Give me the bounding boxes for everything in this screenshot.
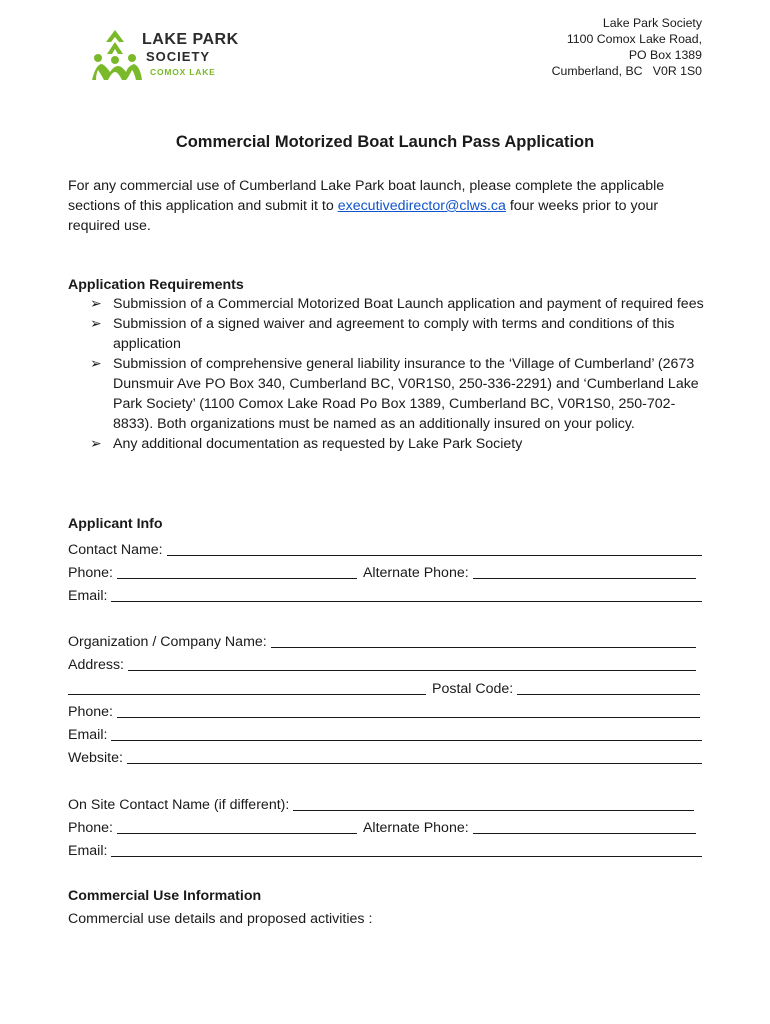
logo-line-3: COMOX LAKE [150, 67, 216, 77]
postal-code-label: Postal Code: [432, 681, 514, 697]
onsite-alternate-phone-field[interactable] [473, 819, 696, 834]
paddler-emblem-icon [88, 28, 146, 84]
applicant-email-row [68, 584, 702, 604]
onsite-phone-field[interactable] [117, 819, 357, 834]
organization-email-row [68, 723, 702, 743]
address-line-3: PO Box 1389 [628, 48, 702, 62]
address-line-2-field[interactable] [68, 680, 426, 695]
commercial-heading: Commercial Use Information [68, 888, 262, 904]
phone-field[interactable] [117, 564, 357, 579]
postal-code-field[interactable] [517, 680, 700, 695]
arrow-bullet-icon: ➢ [90, 436, 102, 452]
onsite-phone-row [68, 816, 696, 836]
arrow-bullet-icon: ➢ [90, 296, 102, 312]
address-line-2: 1100 Comox Lake Road, [566, 32, 702, 46]
list-item: ➢ Submission of a signed waiver and agreement to comply with terms and conditions of this application [90, 316, 675, 352]
address-label: Address: [68, 657, 124, 673]
website-row [68, 746, 702, 766]
website-label: Website: [68, 750, 123, 766]
intro-text-before: For any commercial use of Cumberland Lake Park boat launch, please complete the applicable sections of this application and submit it to [68, 178, 665, 214]
organization-name-field[interactable] [271, 633, 696, 648]
list-item: ➢ Submission of a Commercial Motorized Boat Launch application and payment of required fees [90, 296, 704, 312]
organization-email-field[interactable] [111, 726, 702, 741]
intro-paragraph [68, 176, 708, 236]
organization-name-row [68, 630, 696, 650]
email-label: Email: [68, 588, 108, 604]
contact-name-row [68, 538, 702, 558]
alternate-phone-label: Alternate Phone: [362, 565, 469, 581]
applicant-phone-row [68, 561, 696, 581]
arrow-bullet-icon: ➢ [90, 316, 102, 332]
onsite-contact-field[interactable] [293, 796, 694, 811]
address-line-4: Cumberland, BC V0R 1S0 [551, 64, 702, 78]
onsite-email-field[interactable] [111, 842, 702, 857]
postal-code-row [68, 677, 700, 697]
organization-phone-label: Phone: [68, 704, 113, 720]
list-item: ➢ Any additional documentation as requested by Lake Park Society [90, 436, 523, 452]
website-field[interactable] [127, 749, 702, 764]
onsite-alternate-phone-label: Alternate Phone: [362, 820, 469, 836]
applicant-heading: Applicant Info [68, 516, 163, 532]
document-title: Commercial Motorized Boat Launch Pass Application [175, 133, 595, 151]
alternate-phone-field[interactable] [473, 564, 696, 579]
organization-name-label: Organization / Company Name: [68, 634, 267, 650]
organization-email-label: Email: [68, 727, 108, 743]
organization-address-row [68, 653, 696, 673]
email-link[interactable]: executivedirector@clws.ca [337, 198, 506, 214]
email-field[interactable] [111, 587, 702, 602]
society-logo [88, 28, 258, 84]
phone-label: Phone: [68, 565, 113, 581]
organization-phone-field[interactable] [117, 703, 700, 718]
onsite-contact-label: On Site Contact Name (if different): [68, 797, 290, 813]
list-item: ➢ Submission of comprehensive general liability insurance to the ‘Village of Cumberland’ (2673 Dunsmuir Ave PO Box 340, Cumberland BC, V0R1S0, 250-336-2291) and ‘Cumberland Lake Park Society’ (1100 Comox Lake Road Po Box 1389, Cumberland BC, V0R1S0, 250-702-8833). Both organizations must be named as an additionally insured on your policy. [90, 356, 699, 432]
address-line-1: Lake Park Society [602, 16, 702, 30]
onsite-email-label: Email: [68, 843, 108, 859]
sender-address [552, 15, 702, 79]
logo-line-1: LAKE PARK [142, 31, 239, 48]
onsite-contact-row [68, 793, 694, 813]
address-field[interactable] [128, 656, 696, 671]
onsite-phone-label: Phone: [68, 820, 113, 836]
contact-name-label: Contact Name: [68, 542, 163, 558]
commercial-details-label: Commercial use details and proposed activities : [68, 911, 373, 927]
logo-line-2: SOCIETY [146, 49, 211, 64]
arrow-bullet-icon: ➢ [90, 356, 102, 372]
intro-text-after: four weeks prior to your required use. [68, 198, 659, 234]
onsite-email-row [68, 839, 702, 859]
contact-name-field[interactable] [167, 541, 702, 556]
organization-phone-row [68, 700, 700, 720]
requirements-heading: Application Requirements [68, 277, 244, 293]
requirements-list [68, 294, 708, 454]
